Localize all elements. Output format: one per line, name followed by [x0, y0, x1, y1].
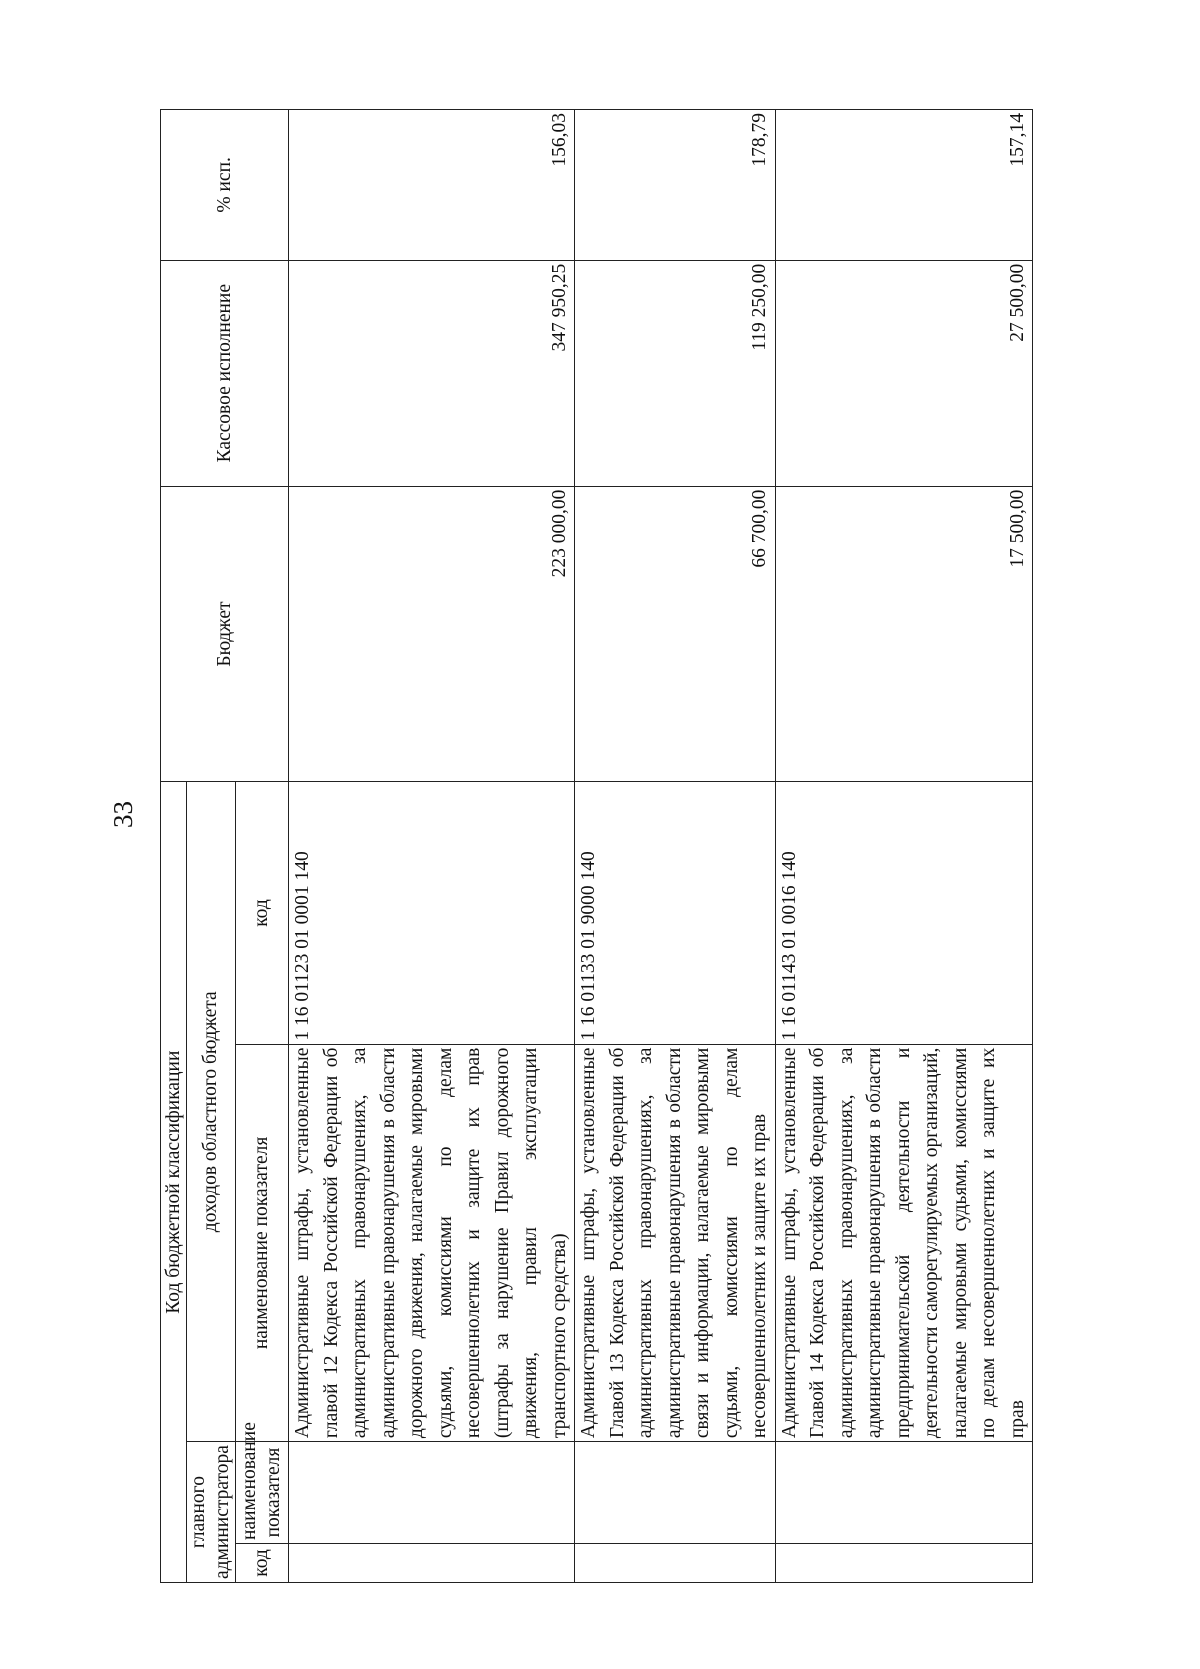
execution-cell: 347 950,25	[289, 260, 575, 486]
admin-name-cell	[775, 1442, 1033, 1544]
page-number: 33	[108, 801, 138, 828]
percent-cell: 156,03	[289, 110, 575, 261]
table-row	[775, 110, 1033, 1583]
budget-cell: 66 700,00	[575, 486, 776, 782]
revenue-code-cell: 1 16 01133 01 9000 140	[575, 782, 776, 1044]
header-main-admin: главного администратора	[187, 1442, 236, 1583]
header-row-1	[161, 110, 187, 1583]
header-budget: Бюджет	[161, 486, 289, 782]
header-revenues: доходов областного бюджета	[187, 782, 236, 1442]
header-percent: % исп.	[161, 110, 289, 261]
indicator-name-cell: Административные штрафы, установленные главой 12 Кодекса Российской Федерации об административных правонарушениях, за административные правонарушения в области дорожного движения, налагаемые мировыми судьями, комиссиями по делам несовершеннолетних и защите их прав (штрафы за нарушение Правил дорожного движения, правил эксплуатации транспортного средства)	[289, 1044, 575, 1442]
budget-table	[160, 109, 1033, 1583]
header-classification: Код бюджетной классификации	[161, 782, 187, 1583]
revenue-code-cell: 1 16 01123 01 0001 140	[289, 782, 575, 1044]
percent-cell: 178,79	[575, 110, 776, 261]
admin-code-cell	[575, 1543, 776, 1582]
rotated-table-container	[160, 109, 1090, 1583]
header-indicator-name: наименование показателя	[236, 1044, 289, 1442]
admin-name-cell	[575, 1442, 776, 1544]
header-admin-code: код	[236, 1543, 289, 1582]
admin-code-cell	[775, 1543, 1033, 1582]
budget-cell: 223 000,00	[289, 486, 575, 782]
indicator-name-cell: Административные штрафы, установленные Главой 13 Кодекса Российской Федерации об административных правонарушениях, за административные правонарушения в области связи и информации, налагаемые мировыми судьями, комиссиями по делам несовершеннолетних и защите их прав	[575, 1044, 776, 1442]
admin-code-cell	[289, 1543, 575, 1582]
table-row	[575, 110, 776, 1583]
execution-cell: 119 250,00	[575, 260, 776, 486]
percent-cell: 157,14	[775, 110, 1033, 261]
execution-cell: 27 500,00	[775, 260, 1033, 486]
admin-name-cell	[289, 1442, 575, 1544]
header-revenue-code: код	[236, 782, 289, 1044]
revenue-code-cell: 1 16 01143 01 0016 140	[775, 782, 1033, 1044]
budget-cell: 17 500,00	[775, 486, 1033, 782]
table-row	[289, 110, 575, 1583]
indicator-name-cell: Административные штрафы, установленные Главой 14 Кодекса Российской Федерации об административных правонарушениях, за административные правонарушения в области предпринимательской деятельности и деятельности саморегулируемых организаций, налагаемые мировыми судьями, комиссиями по делам несовершеннолетних и защите их прав	[775, 1044, 1033, 1442]
header-execution: Кассовое исполнение	[161, 260, 289, 486]
header-admin-name: наименование показателя	[236, 1442, 289, 1544]
